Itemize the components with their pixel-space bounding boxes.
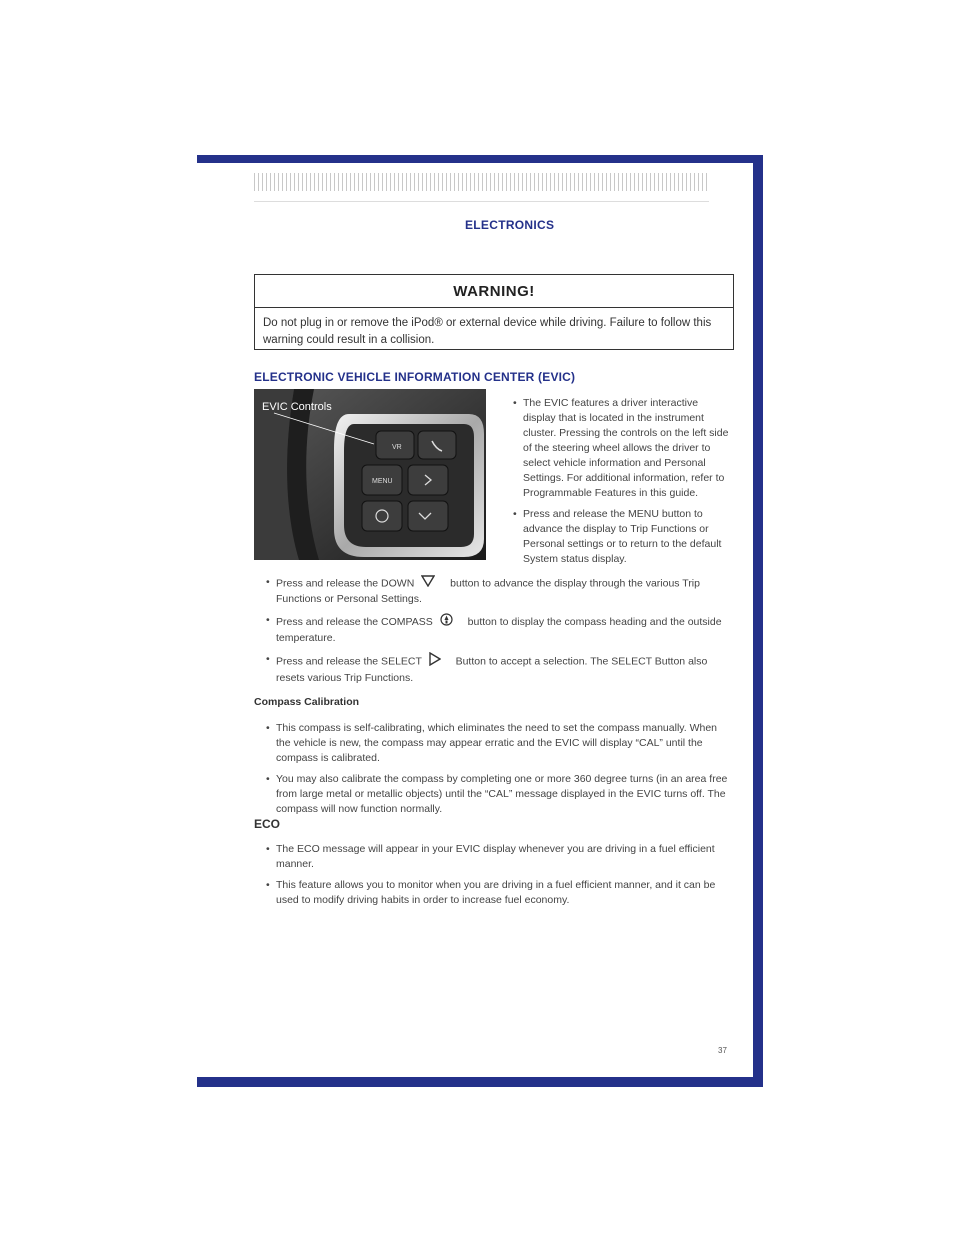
evic-controls-photo bbox=[254, 389, 486, 560]
compass-icon bbox=[440, 613, 453, 631]
svg-text:MENU: MENU bbox=[372, 478, 393, 485]
down-arrow-icon bbox=[421, 575, 435, 592]
section-title: ELECTRONICS bbox=[465, 218, 555, 232]
warning-box bbox=[254, 274, 734, 350]
page-content bbox=[197, 163, 753, 1077]
list-item: • The ECO message will appear in your EVIC display whenever you are driving in a fuel efficient manner. bbox=[264, 842, 734, 872]
down-text-before: Press and release the DOWN bbox=[276, 577, 415, 590]
header-divider bbox=[254, 201, 709, 202]
steering-wheel-controls-illustration bbox=[254, 389, 486, 560]
header-ruler bbox=[254, 173, 709, 191]
page-number: 37 bbox=[718, 1046, 727, 1055]
list-item: • This compass is self-calibrating, which eliminates the need to set the compass manually. When the vehicle is new, the compass may appear erratic and the EVIC will display “CAL” until the compass is calibrated. bbox=[264, 721, 734, 766]
select-text-after: Button to accept a selection. The SELECT Button also resets various Trip Functions. bbox=[276, 655, 708, 684]
eco-heading: ECO bbox=[254, 817, 281, 831]
list-item: • This feature allows you to monitor when you are driving in a fuel efficient manner, and it can be used to modify driving habits in order to increase fuel economy. bbox=[264, 878, 734, 908]
select-text-before: Press and release the SELECT bbox=[276, 655, 422, 668]
evic-side-list bbox=[511, 396, 731, 573]
page-frame bbox=[197, 155, 763, 1087]
evic-button-list bbox=[264, 575, 734, 692]
compass-calibration-heading: Compass Calibration bbox=[254, 696, 360, 708]
warning-title: WARNING! bbox=[453, 283, 535, 300]
list-item-select bbox=[264, 652, 734, 686]
evic-controls-label: EVIC Controls bbox=[262, 401, 332, 413]
svg-text:VR: VR bbox=[392, 444, 402, 451]
list-item: • You may also calibrate the compass by completing one or more 360 degree turns (in an area free from large metal or metallic objects) until the “CAL” message displayed in the EVIC turns off. The compass will now function normally. bbox=[264, 772, 734, 817]
list-item-compass bbox=[264, 613, 734, 646]
eco-list bbox=[264, 842, 734, 914]
down-text-after: button to advance the display through the various Trip Functions or Personal Settings. bbox=[276, 577, 700, 605]
list-item-down bbox=[264, 575, 734, 607]
compass-text-before: Press and release the COMPASS bbox=[276, 615, 433, 628]
list-item: • The EVIC features a driver interactive display that is located in the instrument cluster. Pressing the controls on the left side of the steering wheel allows the driver to select vehicle information and Personal Settings. For additional information, refer to Programmable Features in this guide. bbox=[511, 396, 731, 501]
compass-text-after: button to display the compass heading and the outside temperature. bbox=[276, 615, 722, 644]
compass-calibration-list bbox=[264, 721, 734, 823]
list-item: • Press and release the MENU button to advance the display to Trip Functions or Personal settings or to return to the default System status display. bbox=[511, 507, 731, 567]
select-arrow-icon bbox=[429, 652, 441, 671]
evic-heading: ELECTRONIC VEHICLE INFORMATION CENTER (EVIC) bbox=[254, 370, 576, 384]
warning-text: Do not plug in or remove the iPod® or external device while driving. Failure to follow this warning could result in a collision. bbox=[263, 317, 712, 346]
